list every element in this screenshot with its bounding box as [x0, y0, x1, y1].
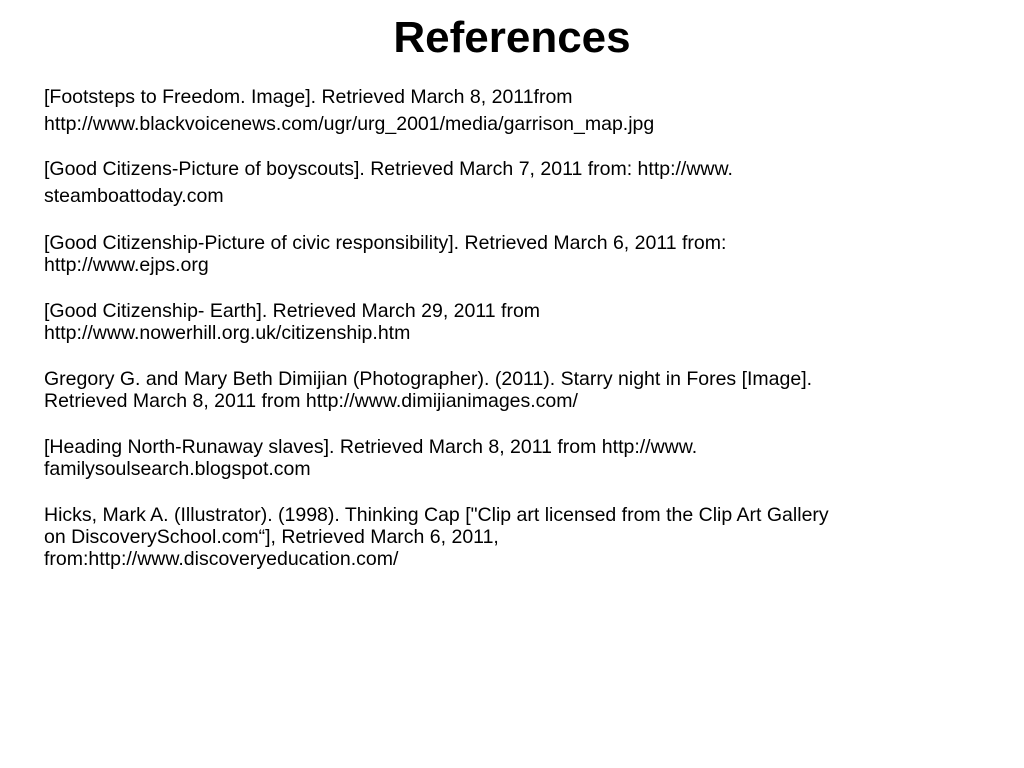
- reference-item: [44, 156, 994, 210]
- reference-line: [Heading North-Runaway slaves]. Retrieved March 8, 2011 from http://www.: [44, 436, 698, 458]
- reference-item: [44, 300, 994, 344]
- reference-item: [44, 504, 994, 570]
- reference-line: Retrieved March 8, 2011 from http://www.dimijianimages.com/: [44, 390, 578, 412]
- reference-item: [44, 436, 994, 480]
- reference-line: [Good Citizenship- Earth]. Retrieved March 29, 2011 from: [44, 300, 541, 322]
- reference-line: [Footsteps to Freedom. Image]. Retrieved March 8, 2011from: [44, 86, 573, 108]
- reference-line: familysoulsearch.blogspot.com: [44, 458, 311, 480]
- reference-item: [44, 232, 994, 276]
- reference-item: [44, 84, 994, 138]
- reference-line: http://www.ejps.org: [44, 254, 209, 276]
- reference-line: on DiscoverySchool.com“], Retrieved March 6, 2011,: [44, 526, 499, 548]
- reference-line: http://www.nowerhill.org.uk/citizenship.htm: [44, 322, 411, 344]
- reference-line: steamboattoday.com: [44, 185, 224, 207]
- reference-list: [44, 84, 994, 594]
- reference-item: [44, 368, 994, 412]
- reference-line: Gregory G. and Mary Beth Dimijian (Photographer). (2011). Starry night in Fores [Image].: [44, 368, 813, 390]
- page-title: References: [393, 13, 631, 62]
- reference-line: [Good Citizenship-Picture of civic responsibility]. Retrieved March 6, 2011 from:: [44, 232, 727, 254]
- reference-line: http://www.blackvoicenews.com/ugr/urg_2001/media/garrison_map.jpg: [44, 113, 655, 135]
- reference-line: Hicks, Mark A. (Illustrator). (1998). Thinking Cap ["Clip art licensed from the Clip Art Gallery: [44, 504, 829, 526]
- reference-line: [Good Citizens-Picture of boyscouts]. Retrieved March 7, 2011 from: http://www.: [44, 158, 733, 180]
- reference-line: from:http://www.discoveryeducation.com/: [44, 548, 399, 570]
